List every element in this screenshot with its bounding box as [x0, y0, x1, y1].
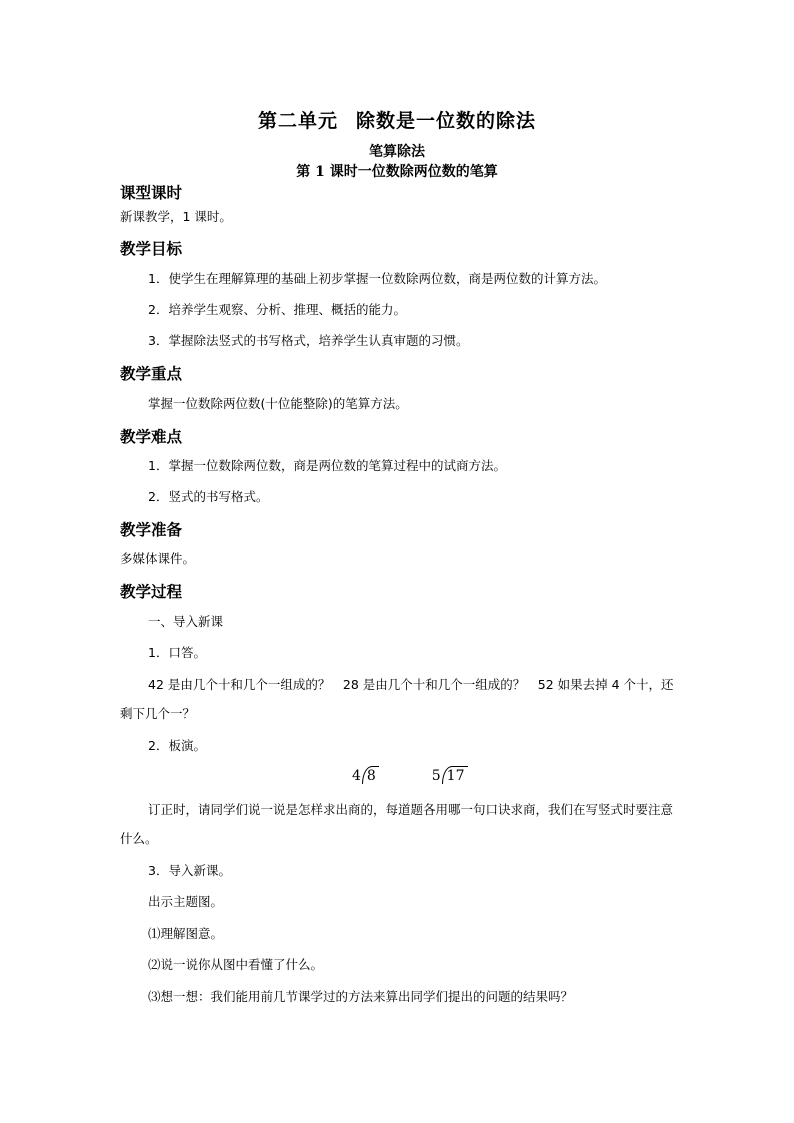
- difficulty-item: 2．竖式的书写格式。: [148, 489, 269, 504]
- lesson-title: 第 1 课时一位数除两位数的笔算: [296, 164, 498, 180]
- heading-focus: 教学重点: [120, 364, 183, 383]
- process-line: ⑶想一想：我们能用前几节课学过的方法来算出同学们提出的问题的结果吗？: [148, 989, 574, 1004]
- unit-number: 第二单元: [257, 110, 338, 132]
- process-line: 42 是由几个十和几个一组成的？ 28 是由几个十和几个一组成的？ 52 如果去掉 4 个十，还剩下几个一？: [120, 677, 674, 721]
- process-line: 3．导入新课。: [148, 863, 231, 878]
- difficulty-item: 1．掌握一位数除两位数，商是两位数的笔算过程中的试商方法。: [148, 458, 506, 473]
- process-line: 订正时，请同学们说一说是怎样求出商的，每道题各用哪一句口诀求商，我们在写竖式时要注意什么。: [120, 802, 674, 846]
- lesson-type-text: 新课教学，1 课时。: [120, 209, 232, 224]
- heading-goals: 教学目标: [120, 239, 183, 258]
- dividend: 8: [362, 766, 379, 784]
- unit-title: [0, 106, 794, 133]
- divisor: 5: [431, 768, 441, 784]
- goal-item: 1．使学生在理解算理的基础上初步掌握一位数除两位数，商是两位数的计算方法。: [148, 271, 606, 286]
- process-line: 出示主题图。: [148, 894, 224, 909]
- long-division-2: [432, 766, 468, 784]
- process-line: 1．口答。: [148, 645, 206, 660]
- long-division-examples: [352, 766, 468, 784]
- long-division-1: [352, 766, 379, 784]
- heading-difficulty: 教学难点: [120, 427, 183, 446]
- dividend: 17: [442, 766, 468, 784]
- process-line: 一、导入新课: [148, 614, 224, 629]
- unit-name: 除数是一位数的除法: [356, 110, 537, 132]
- process-line: ⑴理解图意。: [148, 926, 224, 941]
- heading-prep: 教学准备: [120, 520, 183, 539]
- goal-item: 3．掌握除法竖式的书写格式，培养学生认真审题的习惯。: [148, 333, 469, 348]
- prep-text: 多媒体课件。: [120, 551, 196, 566]
- section-subtitle: 笔算除法: [369, 144, 425, 160]
- heading-lesson-type: 课型课时: [120, 183, 183, 202]
- divisor: 4: [352, 768, 361, 784]
- goal-item: 2．培养学生观察、分析、推理、概括的能力。: [148, 302, 406, 317]
- heading-process: 教学过程: [120, 582, 183, 601]
- focus-text: 掌握一位数除两位数(十位能整除)的笔算方法。: [148, 396, 408, 411]
- process-line: ⑵说一说你从图中看懂了什么。: [148, 957, 324, 972]
- process-line: 2．板演。: [148, 738, 206, 753]
